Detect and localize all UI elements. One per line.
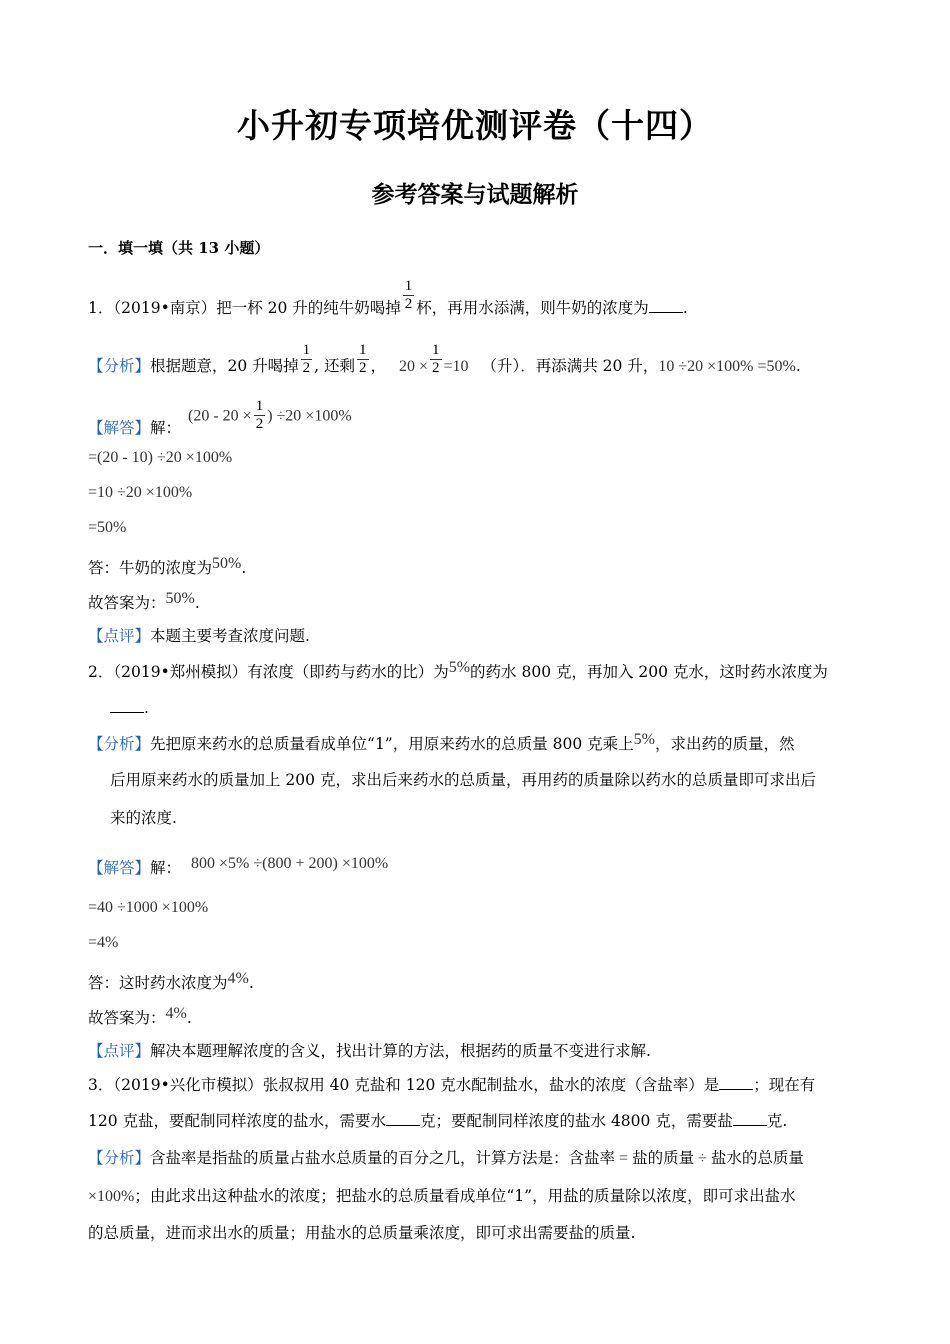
q2-analysis-a: 先把原来药水的总质量看成单位“1”，用原来药水的总质量 800 克乘上 [150, 735, 634, 753]
q1-analysis-fraction-2 [357, 342, 369, 377]
q1-comment-text: 本题主要考查浓度问题. [150, 627, 310, 645]
q3-analysis-line2-math: ×100% [88, 1188, 135, 1205]
q3-line1-b: ；现在有 [753, 1076, 816, 1094]
q1-analysis-fraction-3 [430, 342, 442, 377]
answer-blank [649, 298, 683, 313]
q3-number: 3． [88, 1076, 114, 1094]
answer-blank [733, 1111, 767, 1126]
q2-analysis-percent: 5% [633, 731, 655, 748]
q3-analysis-line2 [88, 1186, 796, 1207]
section-heading: 一．填一填（共 13 小题） [88, 239, 270, 257]
q3-question [88, 1075, 815, 1095]
fraction-numerator: 1 [359, 341, 367, 358]
answer-blank [110, 698, 144, 713]
q3-analysis-a: 含盐率是指盐的质量占盐水总质量的百分之几，计算方法是：含盐率 [150, 1149, 616, 1167]
period: . [241, 559, 247, 577]
fraction-denominator: 2 [302, 359, 311, 376]
q1-analysis-fraction-1 [301, 342, 313, 377]
q2-answer [88, 970, 254, 994]
period: . [248, 974, 254, 992]
q3-analysis-b: 盐的质量 [632, 1149, 695, 1167]
comment-tag: 【点评】 [88, 1042, 151, 1060]
q3-line2-c: 克. [766, 1112, 788, 1130]
analysis-tag: 【分析】 [88, 735, 151, 753]
q3-line2-a: 120 克盐，要配制同样浓度的盐水，需要水 [88, 1112, 387, 1130]
q1-analysis-f: . [795, 357, 801, 375]
q1-solution-fraction [254, 398, 266, 433]
fraction-denominator: 2 [359, 359, 367, 376]
q1-analysis-math-b: =10 [443, 358, 469, 375]
q2-final-answer [88, 1005, 192, 1029]
q1-analysis-c: ， [370, 357, 387, 375]
document-title: 小升初专项培优测评卷（十四） [237, 106, 713, 145]
fraction-numerator: 1 [302, 341, 311, 358]
fraction-numerator: 1 [404, 277, 413, 294]
q1-analysis-math-a: 20 × [398, 358, 429, 375]
q1-step-3: =50% [88, 519, 127, 536]
q3-analysis-c: 盐水的总质量 [710, 1149, 804, 1167]
q2-solution-prefix: 解： [150, 859, 182, 877]
analysis-tag: 【分析】 [88, 1149, 151, 1167]
fraction-denominator: 2 [404, 295, 413, 312]
q2-number: 2． [88, 663, 114, 681]
q1-step-1: =(20 - 10) ÷20 ×100% [88, 449, 233, 466]
fraction-denominator: 2 [255, 416, 264, 432]
q3-line1-a: （2019•兴化市模拟）张叔叔用 40 克盐和 120 克水配制盐水，盐水的浓度（含盐率）是 [113, 1076, 720, 1094]
answer-blank [386, 1111, 420, 1126]
q2-text-c: . [144, 699, 149, 717]
q1-step-2: =10 ÷20 ×100% [88, 484, 193, 501]
q3-line2-b: 克；要配制同样浓度的盐水 4800 克，需要盐 [420, 1112, 733, 1130]
fraction-numerator: 1 [255, 398, 264, 414]
q2-comment-text: 解决本题理解浓度的含义，找出计算的方法，根据药的质量不变进行求解. [150, 1042, 651, 1060]
q3-analysis-line2-text: ；由此求出这种盐水的浓度；把盐水的总质量看成单位“1”，用盐的质量除以浓度，即可求出盐水 [134, 1187, 796, 1205]
q3-question-line2 [88, 1111, 787, 1131]
q1-final-label: 故答案为： [88, 594, 166, 612]
q1-analysis [88, 341, 801, 377]
q1-comment [88, 626, 310, 646]
q1-final-value: 50% [165, 590, 195, 607]
period: . [186, 1009, 192, 1027]
q1-answer [88, 555, 247, 579]
period: . [194, 594, 200, 612]
q2-solution-math: 800 ×5% ÷(800 + 200) ×100% [191, 855, 389, 872]
q1-final-answer [88, 590, 200, 614]
q1-question [88, 277, 688, 318]
q2-final-label: 故答案为： [88, 1009, 166, 1027]
comment-tag: 【点评】 [88, 627, 151, 645]
q2-analysis-line3: 来的浓度. [110, 809, 177, 827]
q1-text-c: . [682, 299, 688, 317]
q2-step-2: =4% [88, 934, 119, 951]
q2-question [88, 659, 828, 683]
q1-solution-math-b: ) ÷20 ×100% [267, 407, 352, 425]
q1-solution-prefix: 解： [150, 419, 182, 437]
q2-analysis-line2: 后用原来药水的质量加上 200 克，求出后来药水的总质量，再用药的质量除以药水的总质量即可求出后 [110, 771, 816, 789]
q2-question-line2 [110, 698, 149, 718]
q3-analysis-math-b: ÷ [698, 1150, 707, 1167]
q2-answer-label: 答：这时药水浓度为 [88, 974, 228, 992]
q2-final-value: 4% [165, 1005, 187, 1022]
solution-tag: 【解答】 [88, 859, 151, 877]
solution-tag: 【解答】 [88, 419, 151, 437]
q2-analysis [88, 731, 795, 755]
q1-answer-value: 50% [212, 555, 242, 572]
q1-analysis-math-c: 10 ÷20 ×100% =50% [658, 358, 796, 375]
q2-step-1: =40 ÷1000 ×100% [88, 899, 209, 916]
q2-analysis-b: ，求出药的质量，然 [655, 735, 795, 753]
q3-analysis [88, 1148, 804, 1169]
q1-analysis-b: , 还剩 [314, 357, 356, 375]
q1-analysis-a: 根据题意，20 升喝掉 [150, 357, 299, 375]
q1-solution [88, 418, 181, 438]
q2-text-b: 的药水 800 克，再加入 200 克水，这时药水浓度为 [470, 663, 828, 681]
q2-solution [88, 855, 389, 879]
document-subtitle: 参考答案与试题解析 [371, 181, 579, 208]
q1-analysis-e: ）．再添满共 20 升， [512, 357, 659, 375]
fraction-denominator: 2 [432, 359, 440, 376]
answer-blank [719, 1075, 753, 1090]
q2-comment [88, 1041, 651, 1061]
q3-analysis-math-a: = [619, 1150, 629, 1167]
q2-percent: 5% [448, 659, 471, 676]
q2-answer-value: 4% [227, 970, 249, 987]
q1-solution-math-a: (20 - 20 × [188, 407, 252, 425]
q1-number: 1． [88, 299, 114, 317]
q2-text-a: （2019•郑州模拟）有浓度（即药与药水的比）为 [113, 663, 449, 681]
q3-analysis-line3: 的总质量，进而求出水的质量；用盐水的总质量乘浓度，即可求出需要盐的质量. [88, 1224, 636, 1242]
q1-fraction [403, 278, 415, 313]
q1-text-a: （2019•南京）把一杯 20 升的纯牛奶喝掉 [113, 299, 401, 317]
q1-text-b: 杯，再用水添满，则牛奶的浓度为 [416, 299, 649, 317]
fraction-numerator: 1 [432, 341, 440, 358]
q1-analysis-d: （升 [481, 357, 513, 375]
analysis-tag: 【分析】 [88, 357, 151, 375]
q1-answer-label: 答：牛奶的浓度为 [88, 559, 213, 577]
